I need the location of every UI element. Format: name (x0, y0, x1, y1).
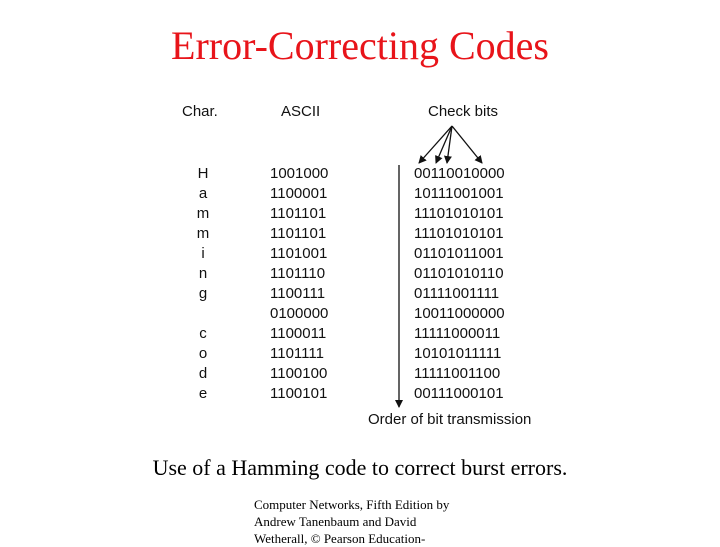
char-cell: o (198, 345, 208, 362)
char-cell: g (198, 285, 208, 302)
check-bit-arrow-4 (452, 126, 482, 163)
credit-line-3: Wetherall, © Pearson Education- (254, 531, 426, 546)
char-cell: m (196, 225, 210, 242)
codeword-cell: 00111000101 (414, 385, 504, 402)
codeword-cell: 11111001100 (414, 365, 501, 382)
codeword-cell: 10011000000 (414, 305, 505, 322)
char-cell: n (198, 265, 208, 282)
ascii-cell: 1101110 (270, 265, 326, 282)
transmission-order-label: Order of bit transmission (368, 411, 532, 428)
ascii-column (270, 164, 328, 404)
codeword-cell: 01101010110 (414, 265, 504, 282)
codeword-cell: 10111001001 (414, 185, 504, 202)
char-column (188, 164, 218, 404)
codeword-cell: 10101011111 (414, 345, 502, 362)
ascii-cell: 1100011 (270, 325, 327, 342)
char-cell: c (199, 325, 207, 342)
codeword-cell: 01101011001 (414, 245, 504, 262)
check-bit-arrow-2 (436, 126, 452, 163)
char-cell: a (198, 185, 208, 202)
slide-title: Error-Correcting Codes (171, 23, 549, 68)
char-cell: H (197, 165, 209, 182)
char-cell: m (196, 205, 210, 222)
codeword-cell: 11101010101 (414, 225, 504, 242)
char-cell: e (198, 385, 208, 402)
ascii-cell: 1101101 (270, 225, 327, 242)
ascii-cell: 1101111 (270, 345, 324, 362)
ascii-cell: 1101001 (270, 245, 328, 262)
codeword-cell: 01111001111 (414, 285, 500, 302)
ascii-cell: 0100000 (270, 305, 329, 322)
char-cell (188, 304, 218, 324)
ascii-cell: 1100111 (270, 285, 326, 302)
ascii-cell: 1100101 (270, 385, 328, 402)
ascii-cell: 1100001 (270, 185, 328, 202)
check-bit-arrow-3 (447, 126, 452, 163)
ascii-cell: 1100100 (270, 365, 328, 382)
codeword-cell: 11111000011 (414, 325, 501, 342)
ascii-cell: 1101101 (270, 205, 327, 222)
ascii-cell: 1001000 (270, 165, 329, 182)
header-ascii: ASCII (281, 103, 321, 120)
source-credit (254, 496, 484, 547)
codeword-column (414, 164, 505, 404)
credit-line-1: Computer Networks, Fifth Edition by (254, 497, 450, 512)
codeword-cell: 11101010101 (414, 205, 504, 222)
figure-caption: Use of a Hamming code to correct burst errors. (152, 455, 568, 480)
header-char: Char. (182, 103, 218, 120)
check-bit-arrow-1 (419, 126, 452, 163)
header-check-bits: Check bits (428, 103, 499, 120)
char-cell: i (201, 245, 205, 262)
credit-line-2: Andrew Tanenbaum and David (254, 514, 417, 529)
char-cell: d (198, 365, 208, 382)
codeword-cell: 00110010000 (414, 165, 505, 182)
